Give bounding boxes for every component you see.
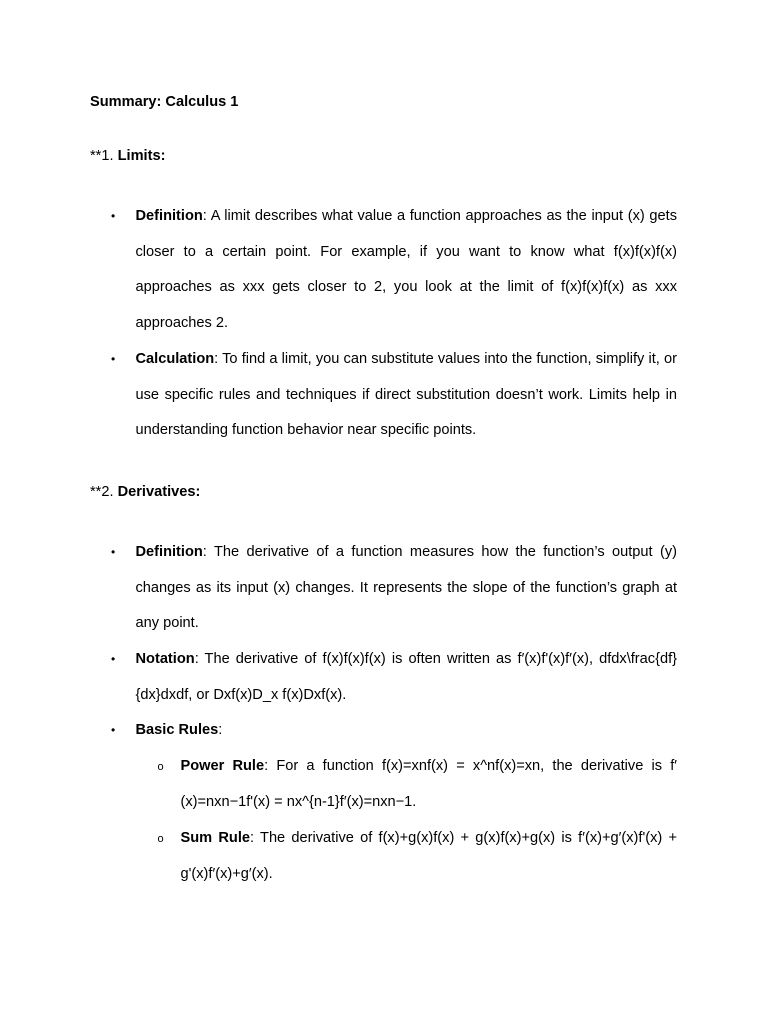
bullet-marker: • [111,723,116,738]
item-text: : [218,722,223,739]
bullet-marker: • [111,544,116,559]
sub-list-item [136,749,678,821]
limits-list [90,199,677,449]
section-prefix: **2. [90,483,118,500]
sub-bullet-marker: o [157,761,164,774]
list-item [90,342,677,449]
item-term: Calculation [135,350,215,367]
item-text: : For a function f(x)=xnf(x) = x^nf(x)=xn, the derivative is f′(x)=nxn−1f'(x) = nx^{n-1}f′(x)=nxn−1. [180,758,677,811]
list-item [90,199,677,342]
bullet-marker: • [111,209,116,223]
list-item [90,642,677,713]
item-text: : To find a limit, you can substitute values into the function, simplify it, or use specific rules and techniques if direct substitution doesn’t work. Limits help in understanding function behavior near specific points. [135,350,677,439]
section-heading-derivatives [90,481,677,503]
item-text: : The derivative of f(x)f(x)f(x) is often written as f′(x)f'(x)f′(x), dfdx\frac{df}{dx}dxdf, or Dxf(x)D_x f(x)Dxf(x). [135,651,677,703]
item-term: Definition [135,543,203,560]
derivatives-list [90,535,677,893]
list-item [90,713,677,892]
item-term: Notation [135,651,195,668]
bullet-marker: • [111,652,116,667]
list-item [90,535,677,642]
sub-list-item [136,821,678,893]
item-text: : A limit describes what value a function approaches as the input (x) gets closer to a certain point. For example, if you want to know what f(x)f(x)f(x) approaches as xxx gets closer to 2, you look at the limit of f(x)f(x)f(x) as xxx approaches 2. [135,208,677,332]
section-title: Derivatives: [117,483,201,500]
section-title: Limits: [117,148,166,164]
item-term: Definition [135,208,203,224]
document-title: Summary: Calculus 1 [90,94,239,110]
item-text: : The derivative of f(x)+g(x)f(x) + g(x)f(x)+g(x) is f′(x)+g′(x)f'(x) + g'(x)f′(x)+g′(x). [180,829,678,882]
section-heading-limits [90,145,677,167]
item-term: Sum Rule [180,829,250,846]
item-term: Basic Rules [135,722,219,739]
item-text: : The derivative of a function measures how the function’s output (y) changes as its input (x) changes. It represents the slope of the function’s graph at any point. [135,543,677,632]
section-prefix: **1. [90,148,118,164]
bullet-marker: • [111,351,116,366]
item-term: Power Rule [180,758,265,775]
basic-rules-sublist [136,749,678,893]
sub-bullet-marker: o [157,832,164,845]
